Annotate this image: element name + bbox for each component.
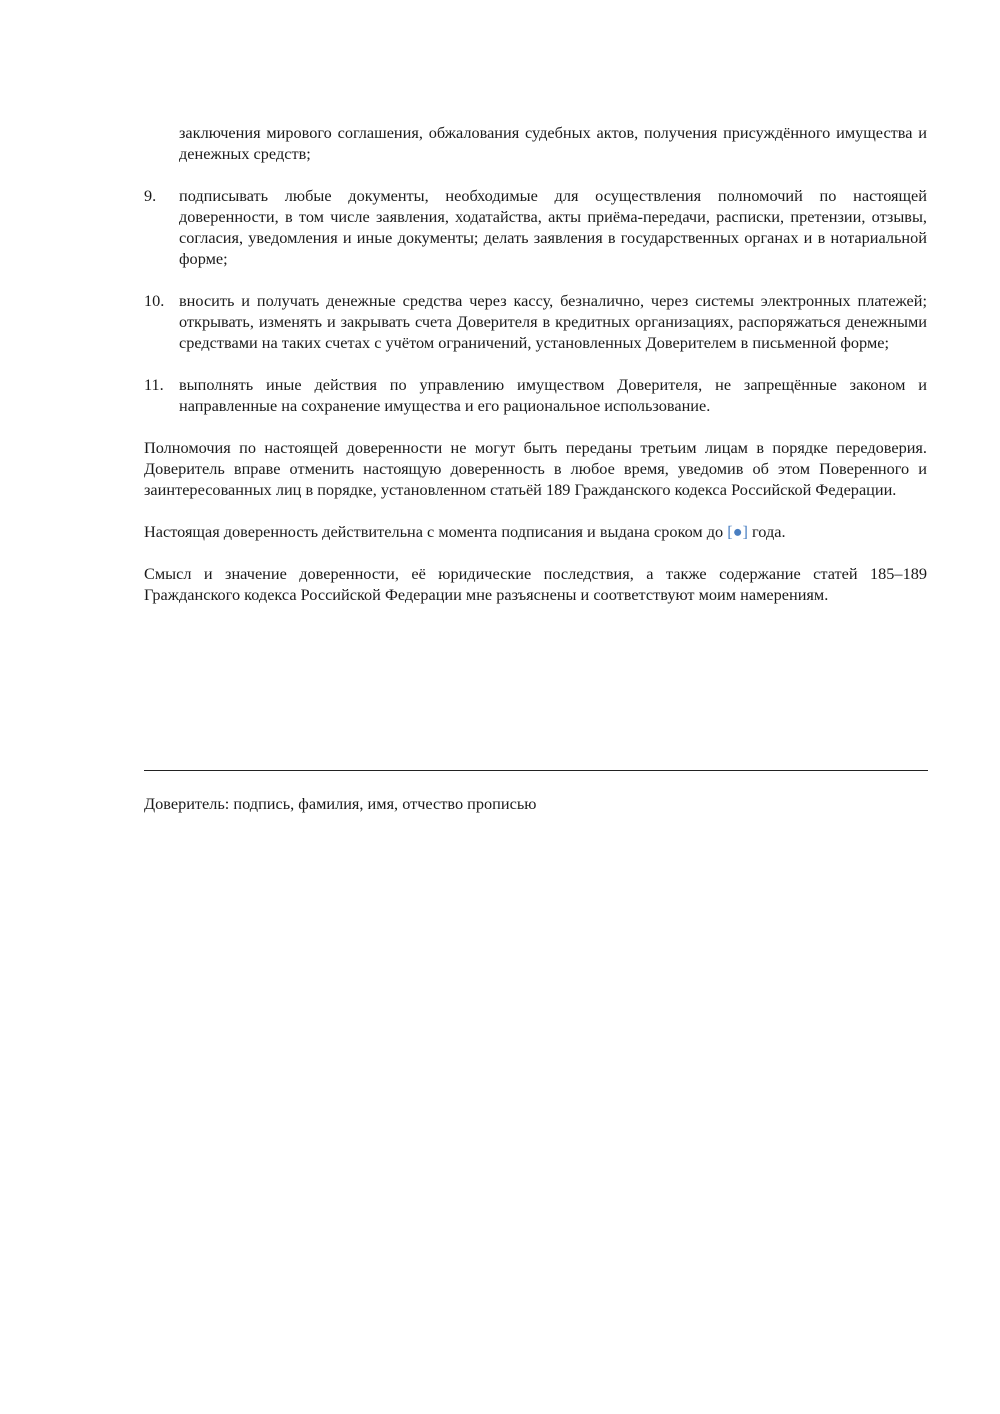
list-item-number: 10. (144, 291, 165, 310)
signature-caption: Доверитель: подпись, фамилия, имя, отчество прописью (144, 794, 537, 813)
list-item-text: выполнять иные действия по управлению имуществом Доверителя, не запрещённые законом и направленные на сохранение имущества и его рациональное использование. (179, 375, 927, 415)
list-item-text: вносить и получать денежные средства через кассу, безналично, через системы электронных платежей; открывать, изменять и закрывать счета Доверителя в кредитных организациях, распоряжаться денежными средствами на таких счетах с учётом ограничений, установленных Доверителем в письменной форме; (179, 291, 927, 352)
list-item-number: 11. (144, 375, 164, 394)
list-item-text: подписывать любые документы, необходимые для осуществления полномочий по настоящей доверенности, в том числе заявления, ходатайства, акты приёма-передачи, расписки, претензии, отзывы, согласия, уведомления и иные документы; делать заявления в государственных органах и в нотариальной форме; (179, 186, 927, 268)
validity-text-before: Настоящая доверенность действительна с момента подписания и выдана сроком до (144, 522, 728, 541)
paragraph-transfer: Полномочия по настоящей доверенности не могут быть переданы третьим лицам в порядке передоверия. Доверитель вправе отменить настоящую доверенность в любое время, уведомив об этом Поверенного и заинтересованных лиц в порядке, установленном статьёй 189 Гражданского кодекса Российской Федерации. (144, 438, 927, 499)
paragraph-meaning: Смысл и значение доверенности, её юридические последствия, а также содержание статей 185–189 Гражданского кодекса Российской Федерации мне разъяснены и соответствуют моим намерениям. (144, 564, 927, 604)
list-item (144, 185, 927, 269)
date-placeholder: [●] (727, 522, 748, 541)
list-item (144, 374, 927, 416)
list-item-number: 9. (144, 186, 157, 205)
paragraph-validity (144, 521, 927, 542)
list-item (144, 290, 927, 353)
validity-text-after: года. (747, 522, 786, 541)
list-item-continuation: заключения мирового соглашения, обжалования судебных актов, получения присуждённого имущества и денежных средств; (179, 123, 927, 163)
document-body (144, 122, 927, 605)
signature-line (144, 770, 928, 771)
